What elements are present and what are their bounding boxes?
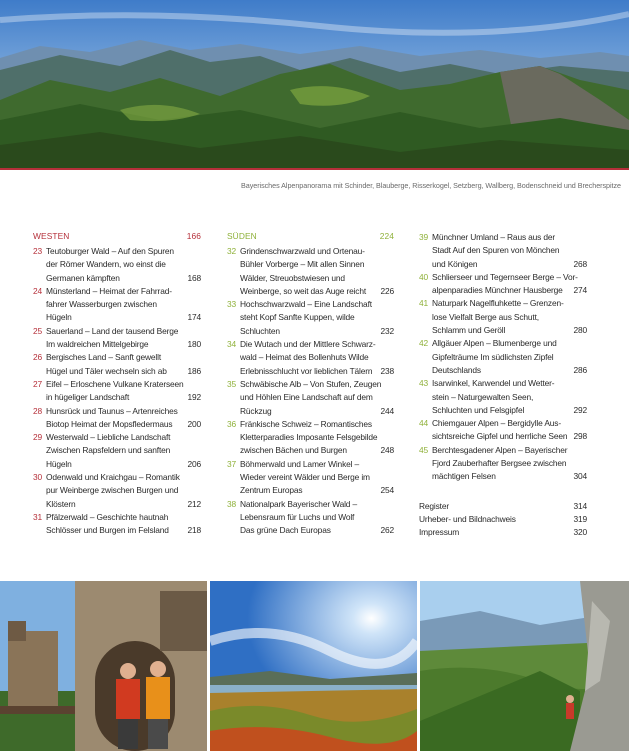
toc-entry-title-line: Teutoburger Wald – Auf den Spuren <box>46 246 174 256</box>
toc-entry-title-line: Das grüne Dach Europas <box>240 525 331 536</box>
toc-entry-number: 40 <box>419 271 429 282</box>
toc-entry-title-line: Hügel und Täler wechseln sich ab <box>46 365 167 376</box>
toc-entry-title-line: Im waldreichen Mittelgebirge <box>46 339 149 350</box>
toc-entry-title-line: Weinberge, so weit das Auge reicht <box>240 285 367 296</box>
toc-entry-page: 244 <box>380 405 394 416</box>
toc-entry-title-line: Kletterparadies Imposante Felsgebilde <box>240 432 378 443</box>
toc-entry-number: 23 <box>33 246 43 256</box>
toc-entry-title-line: Sauerland – Land der tausend Berge <box>46 325 179 336</box>
toc-entry-page: 286 <box>573 364 587 375</box>
toc-entry-title-line: sichtsreiche Gipfel und herrliche Seen <box>432 431 568 442</box>
toc-entry-page: 248 <box>380 445 394 456</box>
toc-entry-number: 37 <box>227 458 237 469</box>
toc-entry-page: 192 <box>187 392 201 403</box>
toc-entry-title-line: Zentrum Europas <box>240 485 303 496</box>
toc-entry[interactable] <box>419 271 587 298</box>
toc-entry-title-line: Rückzug <box>240 405 272 416</box>
toc-entry-title-line: Hunsrück und Taunus – Artenreiches <box>46 405 178 416</box>
toc-entry-number: 34 <box>227 339 237 350</box>
toc-entry[interactable] <box>227 458 394 498</box>
toc-entry[interactable] <box>227 418 394 458</box>
toc-entry-title-line: wald – Heimat des Bollenhuts Wilde <box>240 352 369 363</box>
toc-entry-title-line: Fränkische Schweiz – Romantisches <box>240 418 372 429</box>
toc-entry-page: 186 <box>187 365 201 376</box>
toc-back-matter-item[interactable] <box>419 513 587 526</box>
toc-entry-title-line: Westerwald – Liebliche Landschaft <box>46 432 171 443</box>
toc-entry-page: 238 <box>380 365 394 376</box>
section-heading-label: WESTEN <box>33 231 70 241</box>
toc-back-matter-label: Register <box>419 500 449 511</box>
hero-divider <box>0 168 629 170</box>
toc-entry-page: 206 <box>187 458 201 469</box>
bottom-photo-strip <box>0 581 629 751</box>
toc-entry-title-line: Grindenschwarzwald und Ortenau- <box>240 246 365 256</box>
toc-column-3 <box>419 231 587 540</box>
toc-entry[interactable] <box>33 351 201 378</box>
toc-entry[interactable] <box>419 297 587 337</box>
toc-entry[interactable] <box>227 298 394 338</box>
toc-entry-list <box>419 231 587 484</box>
toc-entry-number: 24 <box>33 285 43 296</box>
toc-entry-title-line: Stadt Auf den Spuren von Mönchen <box>432 245 560 256</box>
toc-entry-page: 254 <box>380 485 394 496</box>
toc-entry[interactable] <box>227 338 394 378</box>
section-heading-label: SÜDEN <box>227 231 257 241</box>
toc-entry-title-line: Isarwinkel, Karwendel und Wetter- <box>432 378 555 389</box>
hero-caption: Bayerisches Alpenpanorama mit Schinder, Blauberge, Risserkogel, Setzberg, Wallberg, Bodenschneid und Brecherspitze <box>241 181 621 190</box>
toc-entry-number: 29 <box>33 432 43 443</box>
alpine-valley-photo <box>420 581 629 751</box>
toc-entry[interactable] <box>419 444 587 484</box>
toc-entry-number: 33 <box>227 299 237 310</box>
toc-entry-title-line: Klöstern <box>46 498 76 509</box>
toc-back-matter-page: 320 <box>573 527 587 538</box>
toc-entry-title-line: Hügeln <box>46 312 72 323</box>
toc-entry-title-line: steht Kopf Sanfte Kuppen, wilde <box>240 312 355 323</box>
toc-entry-number: 38 <box>227 498 237 509</box>
toc-entry-title-line: in hügeliger Landschaft <box>46 392 130 403</box>
toc-entry[interactable] <box>419 417 587 444</box>
toc-entry-number: 35 <box>227 378 237 389</box>
section-heading-sueden <box>227 231 394 245</box>
toc-entry-title-line: Schlamm und Geröll <box>432 325 506 336</box>
toc-entry-title-line: Chiemgauer Alpen – Bergidylle Aus- <box>432 418 561 429</box>
toc-entry-title-line: Bergisches Land – Sanft gewellt <box>46 352 162 363</box>
toc-entry-page: 232 <box>380 325 394 336</box>
toc-entry[interactable] <box>419 377 587 417</box>
toc-entry-title-line: pur Weinberge zwischen Burgen und <box>46 485 179 496</box>
panorama-illustration <box>0 0 629 168</box>
toc-entry[interactable] <box>227 378 394 418</box>
toc-entry[interactable] <box>419 337 587 377</box>
toc-entry[interactable] <box>33 378 201 405</box>
toc-entry-number: 31 <box>33 511 43 522</box>
toc-entry-title-line: Nationalpark Bayerischer Wald – <box>240 498 357 509</box>
toc-entry[interactable] <box>33 285 201 325</box>
toc-back-matter-item[interactable] <box>419 526 587 539</box>
toc-entry[interactable] <box>33 471 201 511</box>
toc-entry-title-line: Pfälzerwald – Geschichte hautnah <box>46 511 169 522</box>
toc-entry-title-line: Schlierseer und Tegernseer Berge – Vor- <box>432 271 578 282</box>
toc-entry[interactable] <box>33 325 201 352</box>
toc-entry-page: 218 <box>187 525 201 536</box>
toc-entry-number: 28 <box>33 405 43 416</box>
toc-entry-title-line: stein – Naturgewalten Seen, <box>432 391 534 402</box>
toc-entry-title-line: Naturpark Nagelfluhkette – Grenzen- <box>432 298 564 309</box>
toc-entry-title-line: mächtigen Felsen <box>432 471 496 482</box>
toc-entry-title-line: Bühler Vorberge – Mit allen Sinnen <box>240 259 365 270</box>
toc-entry-title-line: Biotop Heimat der Mopsfledermaus <box>46 418 173 429</box>
section-heading-westen <box>33 231 201 245</box>
toc-entry-number: 26 <box>33 352 43 363</box>
toc-entry-page: 304 <box>573 471 587 482</box>
toc-entry-page: 226 <box>380 285 394 296</box>
toc-entry-title-line: Erlebnisschlucht vor lieblichen Tälern <box>240 365 373 376</box>
toc-entry-title-line: Die Wutach und der Mittlere Schwarz- <box>240 339 376 350</box>
toc-entry-title-line: zwischen Bächen und Burgen <box>240 445 347 456</box>
toc-entry-title-line: Münchner Umland – Raus aus der <box>432 232 556 242</box>
toc-entry-title-line: Fjord Zauberhafter Bergsee zwischen <box>432 458 567 469</box>
toc-entry[interactable] <box>33 511 201 538</box>
toc-entry-title-line: Odenwald und Kraichgau – Romantik <box>46 472 180 483</box>
hero-panorama-photo <box>0 0 629 168</box>
toc-entry-title-line: und Königen <box>432 258 478 269</box>
toc-entry-title-line: fahrer Wasserburgen zwischen <box>46 299 157 310</box>
toc-entry-title-line: alpenparadies Münchner Hausberge <box>432 285 563 296</box>
toc-entry-page: 200 <box>187 418 201 429</box>
toc-entry-number: 30 <box>33 472 43 483</box>
toc-entry-title-line: lose Vielfalt Berge aus Schutt, <box>432 311 539 322</box>
toc-entry-page: 274 <box>573 285 587 296</box>
toc-entry-page: 168 <box>187 272 201 283</box>
toc-entry-title-line: Münsterland – Heimat der Fahrrad- <box>46 285 172 296</box>
toc-entry[interactable] <box>33 431 201 471</box>
castle-hikers-photo <box>0 581 207 751</box>
toc-back-matter-label: Urheber- und Bildnachweis <box>419 513 516 524</box>
toc-entry-list <box>227 245 394 538</box>
toc-column-sueden <box>227 231 394 538</box>
toc-entry-title-line: Wieder vereint Wälder und Berge im <box>240 472 370 483</box>
toc-entry-page: 268 <box>573 258 587 269</box>
toc-back-matter <box>419 500 587 540</box>
toc-entry-title-line: Berchtesgadener Alpen – Bayerischer <box>432 444 568 455</box>
toc-entry[interactable] <box>33 245 201 285</box>
toc-entry-title-line: Hochschwarzwald – Eine Landschaft <box>240 299 372 310</box>
toc-entry-page: 174 <box>187 312 201 323</box>
toc-entry-title-line: Germanen kämpften <box>46 272 120 283</box>
section-heading-page: 224 <box>379 231 394 241</box>
toc-entry-page: 212 <box>187 498 201 509</box>
toc-entry-title-line: Zwischen Rapsfeldern und sanften <box>46 445 171 456</box>
toc-column-westen <box>33 231 201 538</box>
toc-entry-number: 45 <box>419 444 429 455</box>
toc-entry-number: 27 <box>33 378 43 389</box>
toc-entry-title-line: Böhmerwald und Lamer Winkel – <box>240 458 360 469</box>
toc-entry-number: 43 <box>419 378 429 389</box>
toc-entry-page: 262 <box>380 525 394 536</box>
toc-entry-list <box>33 245 201 538</box>
toc-entry-title-line: Wälder, Streuobstwiesen und <box>240 272 345 283</box>
toc-entry-number: 42 <box>419 338 429 349</box>
lake-sky-photo <box>210 581 417 751</box>
toc-entry-title-line: Schwäbische Alb – Von Stufen, Zeugen <box>240 378 382 389</box>
toc-entry[interactable] <box>33 405 201 432</box>
toc-entry-page: 298 <box>573 431 587 442</box>
toc-entry-title-line: Eifel – Erloschene Vulkane Kraterseen <box>46 378 184 389</box>
toc-entry-number: 44 <box>419 418 429 429</box>
toc-back-matter-page: 314 <box>573 500 587 511</box>
toc-entry-title-line: Schluchten <box>240 325 280 336</box>
toc-entry[interactable] <box>227 498 394 538</box>
toc-entry-page: 180 <box>187 339 201 350</box>
section-heading-page: 166 <box>186 231 201 241</box>
toc-entry-number: 32 <box>227 246 237 256</box>
toc-entry[interactable] <box>227 245 394 298</box>
toc-entry-title-line: und Höhlen Eine Landschaft auf dem <box>240 392 373 403</box>
toc-back-matter-item[interactable] <box>419 500 587 513</box>
toc-entry-title-line: Allgäuer Alpen – Blumenberge und <box>432 338 557 349</box>
toc-entry-title-line: Lebensraum für Luchs und Wolf <box>240 511 355 522</box>
toc-entry-number: 36 <box>227 418 237 429</box>
toc-entry-number: 39 <box>419 232 429 242</box>
toc-entry-title-line: Deutschlands <box>432 364 481 375</box>
toc-entry-title-line: der Römer Wandern, wo einst die <box>46 259 166 270</box>
toc-entry-page: 292 <box>573 404 587 415</box>
toc-entry-title-line: Hügeln <box>46 458 72 469</box>
toc-entry-number: 25 <box>33 325 43 336</box>
toc-back-matter-page: 319 <box>573 513 587 524</box>
toc-back-matter-label: Impressum <box>419 527 460 538</box>
toc-entry-page: 280 <box>573 325 587 336</box>
toc-entry-number: 41 <box>419 298 429 309</box>
toc-entry-title-line: Schluchten und Felsgipfel <box>432 404 525 415</box>
toc-entry-title-line: Schlösser und Burgen im Felsland <box>46 525 169 536</box>
toc-entry[interactable] <box>419 231 587 271</box>
toc-entry-title-line: Gipfelträume Im südlichsten Zipfel <box>432 351 554 362</box>
